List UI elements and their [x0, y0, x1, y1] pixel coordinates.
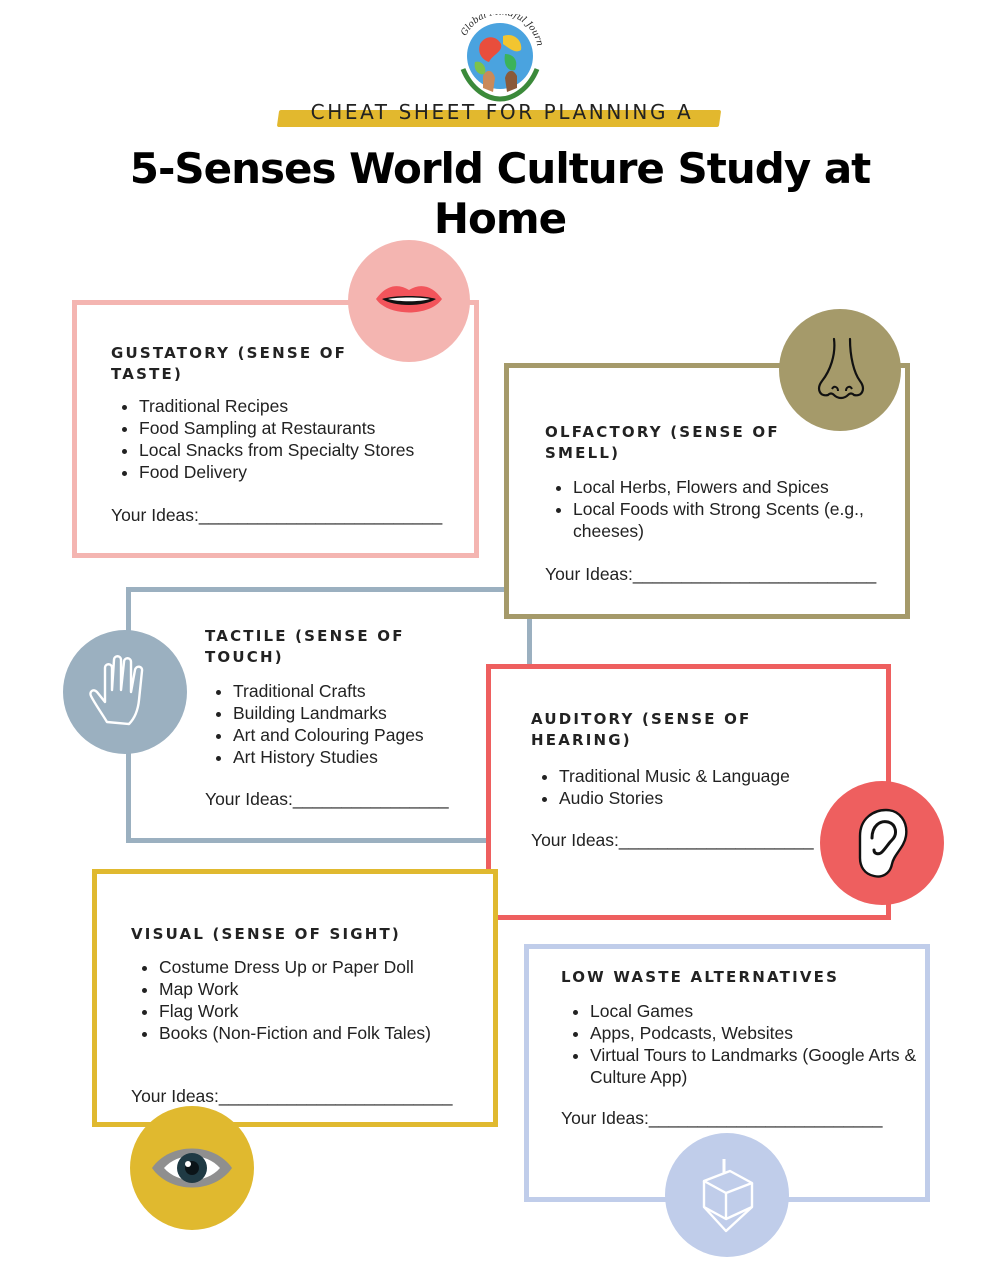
list-item: • Costume Dress Up or Paper Doll: [159, 956, 499, 978]
card-title: LOW WASTE ALTERNATIVES: [561, 968, 840, 986]
your-ideas-line: Your Ideas:________________________: [131, 1086, 453, 1106]
logo: [453, 14, 547, 104]
subtitle-banner: [262, 98, 742, 130]
card-title: AUDITORY (SENSE OF HEARING): [531, 710, 752, 749]
card-list: [135, 956, 499, 1044]
card-title: OLFACTORY (SENSE OF SMELL): [545, 423, 780, 462]
card-list: [566, 1000, 920, 1088]
your-ideas-line: Your Ideas:_________________________: [111, 505, 443, 525]
low-waste-circle: [665, 1133, 789, 1257]
card-title: TACTILE (SENSE OF TOUCH): [205, 627, 405, 666]
card-tactile: [126, 587, 532, 843]
card-auditory: [486, 664, 891, 920]
list-item: • Traditional Music & Language: [559, 765, 889, 787]
card-title: VISUAL (SENSE OF SIGHT): [131, 925, 401, 943]
list-item: • Food Delivery: [139, 461, 479, 483]
list-item: • Books (Non-Fiction and Folk Tales): [159, 1022, 499, 1044]
list-item: • Local Snacks from Specialty Stores: [139, 439, 479, 461]
list-item: • Food Sampling at Restaurants: [139, 417, 479, 439]
card-title: GUSTATORY (SENSE OF TASTE): [111, 344, 348, 383]
your-ideas-line: Your Ideas:____________________: [531, 830, 814, 850]
logo-text: Global dful Journ: [459, 14, 545, 48]
card-list: [209, 680, 533, 768]
dreidel-icon: [692, 1157, 762, 1233]
card-visual: [92, 869, 498, 1127]
card-list: [115, 395, 479, 483]
list-item: • Art History Studies: [233, 746, 533, 768]
your-ideas-line: Your Ideas:________________________: [561, 1108, 883, 1128]
touch-circle: [63, 630, 187, 754]
list-item: • Local Games: [590, 1000, 920, 1022]
page-title: 5-Senses World Culture Study at Home: [129, 144, 871, 243]
list-item: • Traditional Crafts: [233, 680, 533, 702]
list-item: • Flag Work: [159, 1000, 499, 1022]
ear-icon: [852, 806, 912, 880]
hearing-circle: [820, 781, 944, 905]
list-item: • Audio Stories: [559, 787, 889, 809]
list-item: • Art and Colouring Pages: [233, 724, 533, 746]
card-list: [549, 476, 913, 542]
list-item: • Traditional Recipes: [139, 395, 479, 417]
list-item: • Map Work: [159, 978, 499, 1000]
sight-circle: [130, 1106, 254, 1230]
list-item: • Local Foods with Strong Scents (e.g., cheeses): [573, 498, 913, 542]
list-item: • Virtual Tours to Landmarks (Google Arts & Culture App): [590, 1044, 920, 1088]
nose-icon: [810, 335, 870, 405]
taste-circle: [348, 240, 470, 362]
smell-circle: [779, 309, 901, 431]
subtitle: CHEAT SHEET FOR PLANNING A: [310, 100, 694, 124]
your-ideas-line: Your Ideas:________________: [205, 789, 449, 809]
list-item: • Building Landmarks: [233, 702, 533, 724]
your-ideas-line: Your Ideas:_________________________: [545, 564, 877, 584]
eye-icon: [150, 1140, 234, 1196]
list-item: • Local Herbs, Flowers and Spices: [573, 476, 913, 498]
lips-icon: [374, 281, 444, 321]
hand-icon: [85, 652, 165, 732]
list-item: • Apps, Podcasts, Websites: [590, 1022, 920, 1044]
